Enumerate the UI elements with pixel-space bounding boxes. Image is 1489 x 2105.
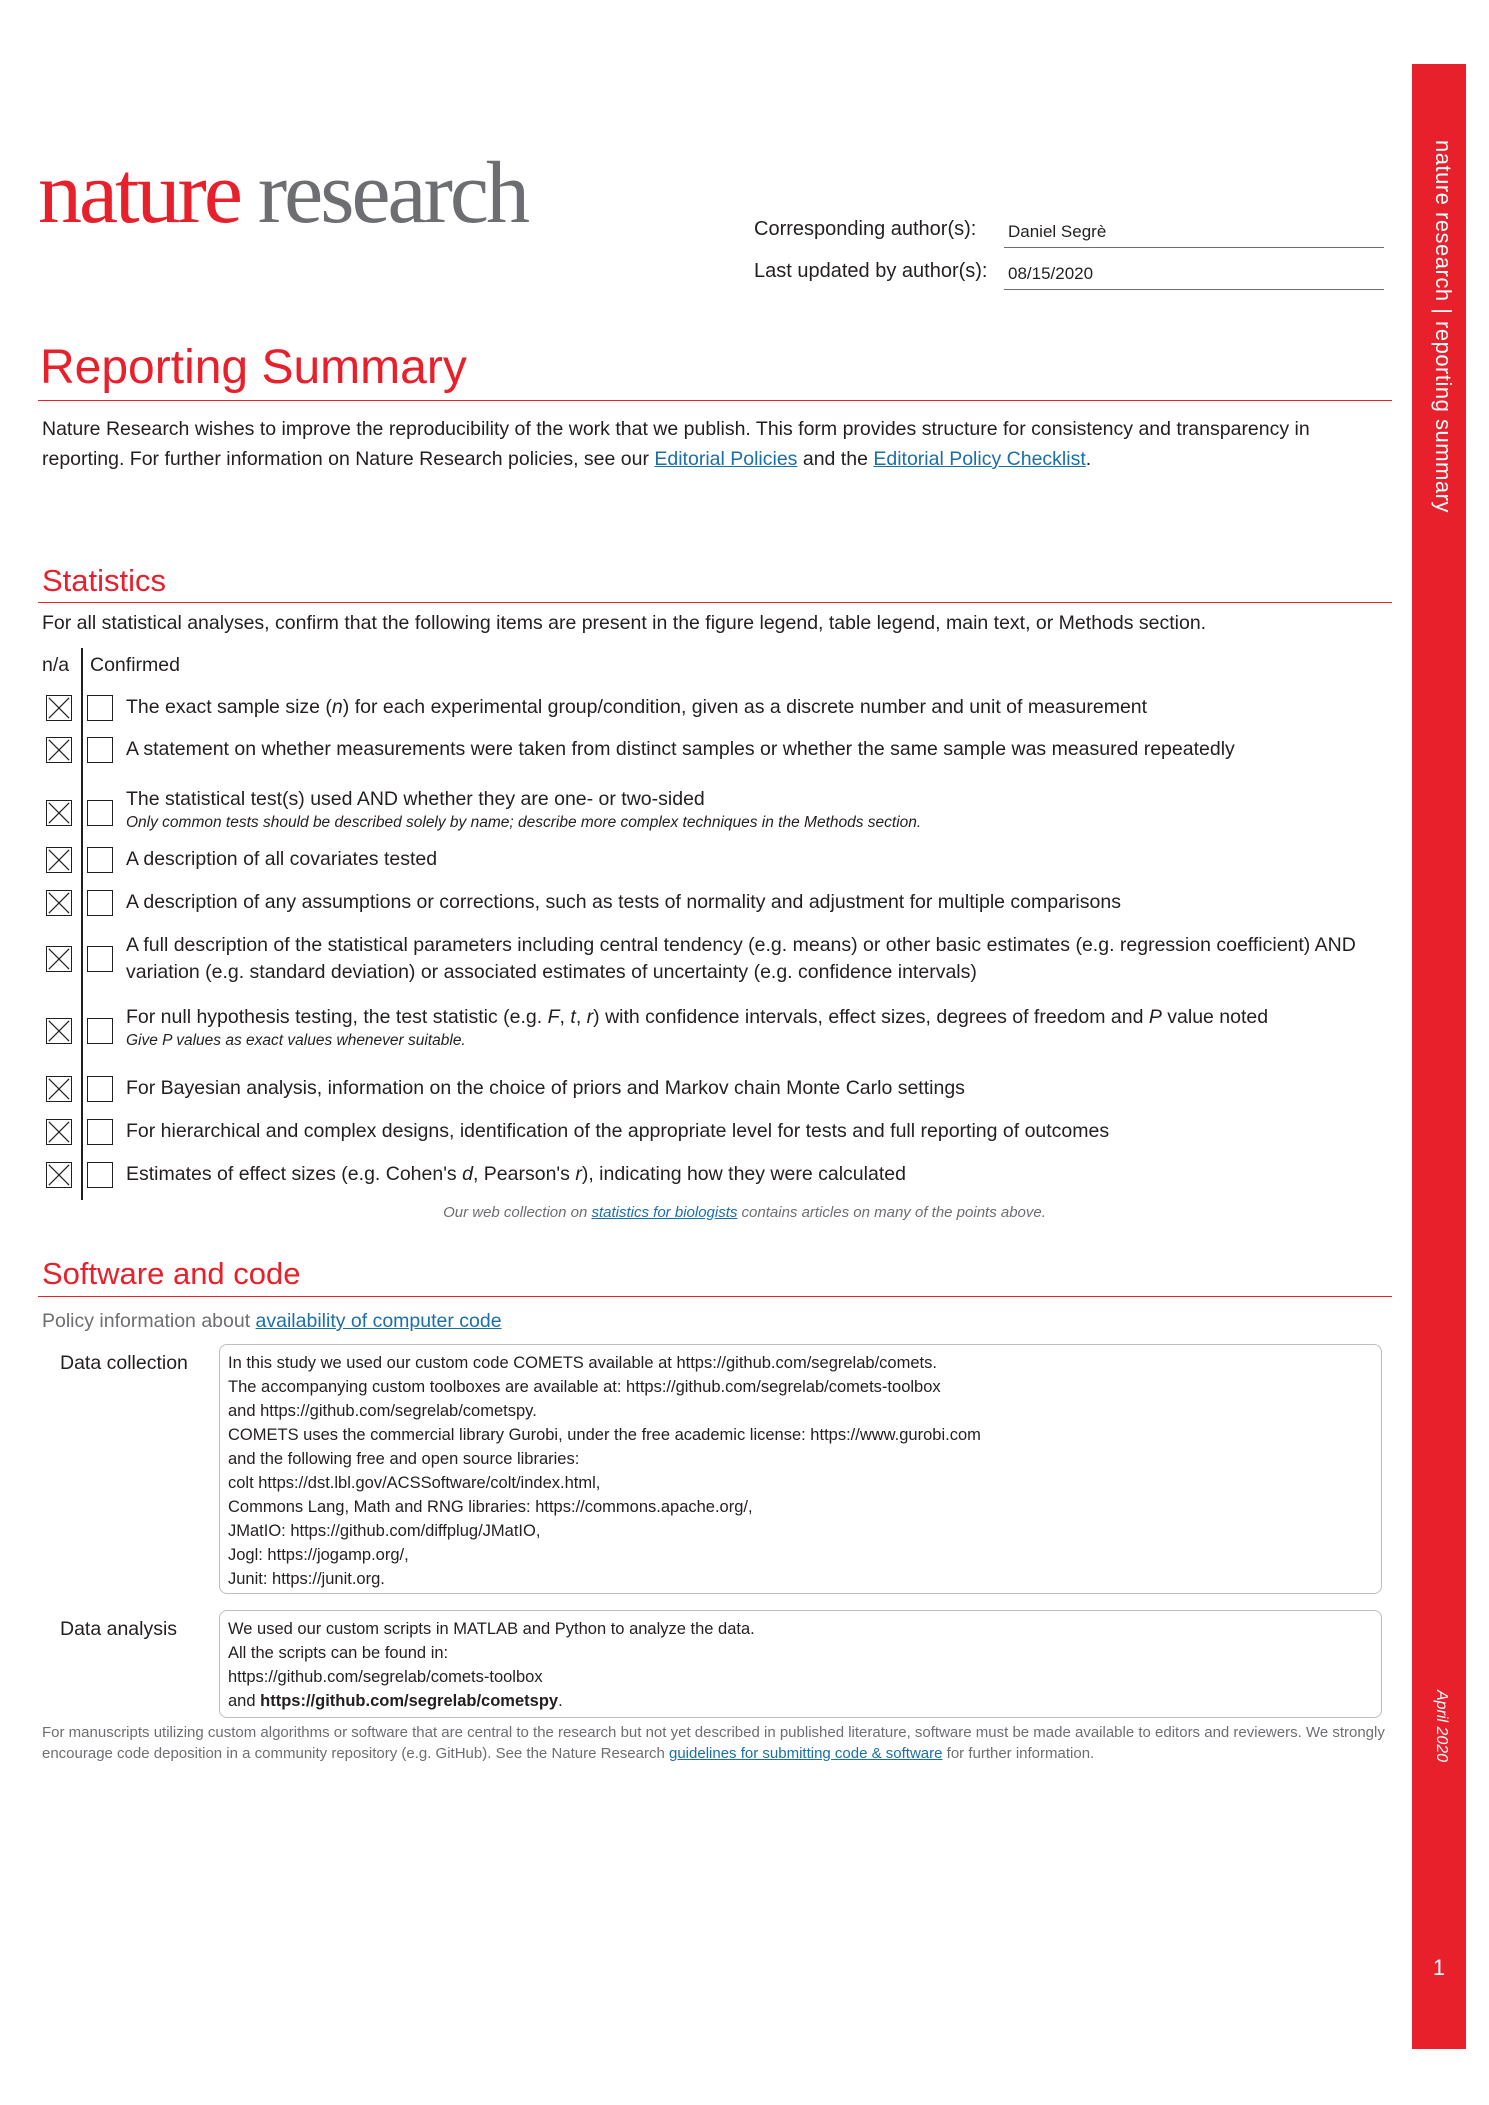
intro-paragraph [42,414,1392,474]
checklist-item-note: Give P values as exact values whenever suitable. [126,1032,466,1049]
x-mark-icon [47,848,71,872]
confirmed-checkbox[interactable] [87,695,113,721]
confirmed-checkbox[interactable] [87,1018,113,1044]
na-checkbox-checked[interactable] [46,946,72,972]
na-checkbox-checked[interactable] [46,890,72,916]
data-collection-line: The accompanying custom toolboxes are available at: https://github.com/segrelab/comets-toolbox [228,1378,941,1396]
italic-symbol: t [570,1006,576,1028]
data-collection-line: colt https://dst.lbl.gov/ACSSoftware/colt/index.html, [228,1474,601,1492]
last-updated-label: Last updated by author(s): [754,260,988,282]
col-header-na: n/a [42,654,70,676]
statistics-rule [38,602,1392,603]
na-checkbox-checked[interactable] [46,1076,72,1102]
statistics-for-biologists-link[interactable]: statistics for biologists [591,1204,738,1221]
item-text-run: A description of all covariates tested [126,848,438,870]
confirmed-checkbox[interactable] [87,1076,113,1102]
item-text-run: ) for each experimental group/condition, given as a discrete number and unit of measurement [342,696,1148,718]
software-policy [42,1310,502,1333]
data-collection-line: Junit: https://junit.org. [228,1570,385,1588]
checklist-item-text [126,932,1396,986]
col-header-confirmed: Confirmed [90,654,180,676]
item-text-run: The statistical test(s) used AND whether they are one- or two-sided [126,788,705,810]
item-text-run: , [575,1006,587,1028]
na-checkbox-checked[interactable] [46,847,72,873]
x-mark-icon [47,947,71,971]
note-text: contains articles on many of the points above. [737,1204,1046,1221]
item-text-run: For hierarchical and complex designs, identification of the appropriate level for tests and full reporting of outcomes [126,1120,1110,1142]
checklist-item-text [126,694,1396,721]
item-text-run: A description of any assumptions or corrections, such as tests of normality and adjustment for multiple comparisons [126,891,1121,913]
statistics-section-title: Statistics [42,563,167,598]
statistics-note [0,1204,1489,1221]
checklist-item-text [126,1004,1396,1051]
na-checkbox-checked[interactable] [46,695,72,721]
data-collection-line: Jogl: https://jogamp.org/, [228,1546,409,1564]
x-mark-icon [47,801,71,825]
sidebar-title: nature research | reporting summary [1431,140,1456,513]
page-title: Reporting Summary [40,341,467,394]
x-mark-icon [47,1019,71,1043]
data-analysis-line: We used our custom scripts in MATLAB and Python to analyze the data. [228,1620,755,1638]
data-collection-line: COMETS uses the commercial library Gurobi, under the free academic license: https://www.gurobi.com [228,1426,981,1444]
checklist-item-text [126,889,1396,916]
italic-symbol: r [575,1163,582,1185]
line-text: . [558,1692,563,1710]
na-checkbox-checked[interactable] [46,800,72,826]
statistics-description: For all statistical analyses, confirm that the following items are present in the figure legend, table legend, main text, or Methods section. [42,612,1207,634]
data-collection-line: and https://github.com/segrelab/cometspy. [228,1402,537,1420]
italic-symbol: n [331,696,343,718]
availability-of-code-link[interactable]: availability of computer code [255,1310,502,1332]
last-updated-field[interactable]: 08/15/2020 [1004,262,1384,290]
confirmed-checkbox[interactable] [87,946,113,972]
x-mark-icon [47,738,71,762]
item-text-run: For Bayesian analysis, information on the choice of priors and Markov chain Monte Carlo settings [126,1077,965,1099]
data-analysis-label: Data analysis [60,1618,178,1640]
checklist-item-text [126,736,1396,763]
last-updated-row [754,256,1384,290]
item-text-run: A full description of the statistical parameters including central tendency (e.g. means) or other basic estimates (e.g. regression coefficient) AND variation (e.g. standard deviation) or associated estimates of uncertainty (e.g. confidence intervals) [126,934,1356,983]
x-mark-icon [47,1163,71,1187]
checklist-item-text [126,786,1396,833]
logo-word-research: research [257,145,527,242]
checklist-item-note: Only common tests should be described solely by name; describe more complex techniques in the Methods section. [126,814,922,831]
x-mark-icon [47,1120,71,1144]
item-text-run: ), indicating how they were calculated [581,1163,906,1185]
confirmed-checkbox[interactable] [87,1119,113,1145]
policy-text: Policy information about [42,1310,256,1332]
checklist-item-text [126,846,1396,873]
x-mark-icon [47,1077,71,1101]
data-analysis-line: https://github.com/segrelab/comets-toolbox [228,1668,543,1686]
column-divider [81,648,83,1200]
confirmed-checkbox[interactable] [87,737,113,763]
corresponding-author-label: Corresponding author(s): [754,218,977,240]
na-checkbox-checked[interactable] [46,1018,72,1044]
na-checkbox-checked[interactable] [46,737,72,763]
confirmed-checkbox[interactable] [87,890,113,916]
checklist-item-text [126,1075,1396,1102]
logo-word-nature: nature [38,145,240,242]
data-analysis-field[interactable] [219,1610,1382,1718]
footer-text: For manuscripts utilizing custom algorithms or software that are central to the research but not yet described in published literature, software must be made available to editors and reviewers. We strongly encourage code deposition in a community repository (e.g. GitHub). See the Nature Research [42,1724,1385,1762]
page-number: 1 [1432,1955,1446,1980]
cometspy-url: https://github.com/segrelab/cometspy [260,1692,559,1710]
item-text-run: For null hypothesis testing, the test statistic (e.g. [126,1006,548,1028]
x-mark-icon [47,696,71,720]
line-text: and [228,1692,261,1710]
editorial-policies-link[interactable]: Editorial Policies [654,448,798,470]
data-collection-line: JMatIO: https://github.com/diffplug/JMatIO, [228,1522,541,1540]
item-text-run: The exact sample size ( [126,696,332,718]
italic-symbol: F [547,1006,560,1028]
intro-text: and the [797,448,874,470]
confirmed-checkbox[interactable] [87,800,113,826]
confirmed-checkbox[interactable] [87,1162,113,1188]
data-analysis-line: All the scripts can be found in: [228,1644,449,1662]
item-text-run: , [559,1006,571,1028]
note-text: Our web collection on [443,1204,592,1221]
software-section-title: Software and code [42,1256,301,1291]
data-collection-line: Commons Lang, Math and RNG libraries: https://commons.apache.org/, [228,1498,753,1516]
checklist-item-text [126,1161,1396,1188]
nature-research-logo [38,145,527,242]
item-text-run: A statement on whether measurements were taken from distinct samples or whether the same sample was measured repeatedly [126,738,1235,760]
software-footer-note [42,1722,1387,1764]
data-collection-field[interactable] [219,1344,1382,1594]
corresponding-author-row [754,214,1384,248]
data-analysis-line [228,1689,1373,1713]
na-checkbox-checked[interactable] [46,1162,72,1188]
software-rule [38,1296,1392,1297]
intro-text: . [1085,448,1092,470]
checklist-item-text [126,1118,1396,1145]
confirmed-checkbox[interactable] [87,847,113,873]
italic-symbol: d [462,1163,473,1185]
corresponding-author-field[interactable]: Daniel Segrè [1004,220,1384,248]
data-collection-line: and the following free and open source libraries: [228,1450,580,1468]
sidebar-date: April 2020 [1433,1690,1450,1763]
data-collection-line: In this study we used our custom code COMETS available at https://github.com/segrelab/comets. [228,1354,937,1372]
item-text-run: Estimates of effect sizes (e.g. Cohen's [126,1163,463,1185]
x-mark-icon [47,891,71,915]
na-checkbox-checked[interactable] [46,1119,72,1145]
title-rule [38,400,1392,401]
footer-text: for further information. [942,1745,1095,1762]
item-text-run: value noted [1161,1006,1269,1028]
item-text-run: , Pearson's [472,1163,576,1185]
italic-symbol: r [586,1006,594,1028]
editorial-policy-checklist-link[interactable]: Editorial Policy Checklist [873,448,1086,470]
item-text-run: ) with confidence intervals, effect sizes, degrees of freedom and [593,1006,1149,1028]
data-collection-label: Data collection [60,1352,188,1374]
code-guidelines-link[interactable]: guidelines for submitting code & software [669,1745,943,1762]
italic-symbol: P [1148,1006,1162,1028]
intro-text: Nature Research wishes to improve the reproducibility of the work that we publish. This form provides structure for consistency and transparency in reporting. For further information on Nature Research policies, see our [42,418,1310,470]
